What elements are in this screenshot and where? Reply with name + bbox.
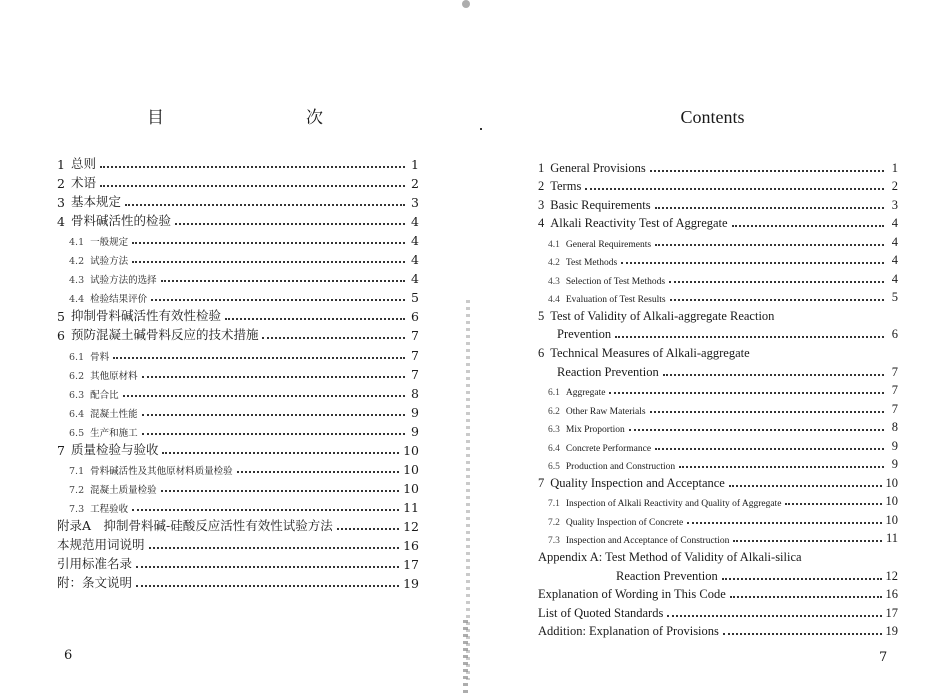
toc-entry-page: 4 bbox=[891, 234, 898, 249]
toc-subentry[interactable] bbox=[57, 496, 419, 515]
toc-entry-number: 6.3 bbox=[69, 389, 85, 401]
toc-entry-title: List of Quoted Standards bbox=[538, 605, 664, 620]
toc-entry-page: 7 bbox=[411, 366, 419, 382]
toc-entry-title: Addition: Explanation of Provisions bbox=[538, 624, 719, 639]
page-title-english: Contents bbox=[680, 107, 745, 127]
toc-entry-page: 4 bbox=[891, 216, 898, 231]
toc-entry-title: 质量检验与验收 bbox=[70, 441, 159, 457]
dot-leader bbox=[723, 633, 882, 635]
toc-subentry[interactable] bbox=[57, 343, 419, 362]
toc-entry-number: 2 bbox=[57, 176, 65, 192]
toc-entry[interactable] bbox=[538, 565, 898, 584]
toc-subentry[interactable] bbox=[538, 268, 898, 287]
toc-entry[interactable] bbox=[57, 172, 419, 191]
toc-entry-title: Appendix A: Test Method of Validity of Alkali-silica bbox=[538, 550, 802, 565]
dot-leader bbox=[123, 395, 405, 397]
toc-entry-page: 8 bbox=[891, 420, 898, 435]
toc-subentry[interactable] bbox=[538, 231, 898, 250]
page-number-right: 7 bbox=[879, 650, 888, 665]
toc-entry-number: 4.1 bbox=[69, 237, 85, 249]
toc-entry-page: 17 bbox=[403, 557, 419, 573]
toc-entry-page: 4 bbox=[411, 271, 419, 287]
toc-entry-title: 总则 bbox=[70, 156, 96, 172]
toc-entry-page: 7 bbox=[411, 347, 419, 363]
toc-entry-page: 6 bbox=[411, 309, 419, 325]
toc-entry-title: Terms bbox=[550, 179, 582, 194]
toc-entry-number: 2 bbox=[538, 179, 545, 194]
dot-leader bbox=[655, 448, 884, 450]
toc-entry-page: 4 bbox=[891, 271, 898, 286]
dot-leader bbox=[132, 242, 405, 244]
toc-entry-page: 9 bbox=[411, 423, 419, 439]
toc-entry-page: 3 bbox=[411, 195, 419, 211]
toc-subentry[interactable] bbox=[538, 509, 898, 528]
dot-leader bbox=[161, 490, 399, 492]
toc-entry-title: 骨料碱活性的检验 bbox=[70, 213, 171, 229]
toc-entry-number: 7.3 bbox=[69, 503, 85, 515]
toc-subentry[interactable] bbox=[538, 287, 898, 306]
right-page bbox=[475, 0, 950, 696]
toc-entry[interactable] bbox=[538, 342, 898, 361]
toc-chinese bbox=[57, 153, 419, 591]
toc-entry-title: 试验方法的选择 bbox=[90, 275, 157, 287]
toc-entry-page: 17 bbox=[885, 605, 898, 620]
toc-entry-title: 其他原材料 bbox=[90, 370, 138, 382]
toc-subentry[interactable] bbox=[57, 401, 419, 420]
toc-entry-page: 1 bbox=[411, 157, 419, 173]
toc-entry-page: 8 bbox=[411, 385, 419, 401]
scan-speck bbox=[462, 0, 470, 8]
toc-entry-page: 7 bbox=[891, 401, 898, 416]
toc-subentry[interactable] bbox=[538, 417, 898, 436]
dot-leader bbox=[650, 411, 884, 413]
toc-entry[interactable] bbox=[57, 210, 419, 229]
toc-entry-page: 10 bbox=[885, 494, 898, 509]
toc-entry-title: Basic Requirements bbox=[550, 197, 651, 212]
toc-entry-number: 4.4 bbox=[69, 294, 85, 306]
toc-entry-page: 12 bbox=[403, 518, 419, 534]
toc-entry-page: 16 bbox=[885, 587, 898, 602]
dot-leader bbox=[669, 281, 884, 283]
toc-entry-number: 4.2 bbox=[69, 256, 85, 268]
toc-entry[interactable] bbox=[538, 361, 898, 380]
toc-entry-page: 10 bbox=[403, 442, 419, 458]
toc-entry[interactable] bbox=[538, 157, 898, 176]
toc-entry-title: 工程验收 bbox=[90, 503, 129, 515]
toc-entry-title: 试验方法 bbox=[90, 256, 129, 268]
dot-leader bbox=[162, 452, 399, 454]
toc-subentry[interactable] bbox=[57, 420, 419, 439]
toc-subentry[interactable] bbox=[57, 382, 419, 401]
dot-leader bbox=[655, 244, 884, 246]
toc-entry-page: 4 bbox=[411, 233, 419, 249]
toc-entry-number: 6 bbox=[538, 346, 545, 361]
toc-entry-title: Aggregate bbox=[565, 388, 606, 399]
toc-entry-title: Alkali Reactivity Test of Aggregate bbox=[550, 216, 728, 231]
toc-entry-page: 4 bbox=[891, 253, 898, 268]
toc-entry-page: 7 bbox=[891, 364, 898, 379]
toc-entry-title: Production and Construction bbox=[565, 462, 676, 473]
toc-entry-number: 4 bbox=[57, 214, 65, 230]
toc-entry-title: 骨料碱活性及其他原材料质量检验 bbox=[90, 465, 233, 477]
toc-subentry[interactable] bbox=[538, 380, 898, 399]
toc-english bbox=[538, 157, 898, 639]
toc-entry-page: 5 bbox=[891, 290, 898, 305]
page-number-left: 6 bbox=[64, 648, 73, 663]
dot-leader bbox=[132, 261, 405, 263]
toc-entry-number: 7 bbox=[538, 475, 545, 490]
page-title-chinese: 目 次 bbox=[147, 108, 359, 128]
toc-entry-title: 附录A 抑制骨料碱-硅酸反应活性有效性试验方法 bbox=[57, 517, 333, 533]
toc-entry-number: 4.3 bbox=[69, 275, 85, 287]
toc-entry[interactable] bbox=[538, 546, 898, 565]
toc-entry[interactable] bbox=[57, 439, 419, 458]
dot-leader bbox=[722, 578, 882, 580]
toc-entry-title: Test Methods bbox=[565, 258, 618, 269]
dot-leader bbox=[729, 485, 882, 487]
dot-leader bbox=[149, 547, 400, 549]
toc-subentry[interactable] bbox=[538, 454, 898, 473]
dot-leader bbox=[732, 225, 884, 227]
toc-entry-title: Concrete Performance bbox=[565, 443, 652, 454]
toc-entry-page: 11 bbox=[885, 531, 898, 546]
toc-entry-title: 预防混凝土碱骨料反应的技术措施 bbox=[70, 327, 259, 343]
toc-subentry[interactable] bbox=[57, 286, 419, 305]
toc-entry-number: 4.1 bbox=[548, 239, 560, 250]
toc-entry-title: 基本规定 bbox=[70, 194, 121, 210]
toc-entry-title: Inspection and Acceptance of Construction bbox=[565, 536, 730, 547]
toc-entry-title: 检验结果评价 bbox=[90, 294, 148, 306]
toc-entry-title: 骨料 bbox=[90, 351, 110, 363]
toc-entry-title: 引用标准名录 bbox=[57, 556, 133, 572]
toc-entry-title: Test of Validity of Alkali-aggregate Reaction bbox=[550, 308, 775, 323]
dot-leader bbox=[132, 509, 399, 511]
dot-leader bbox=[151, 299, 405, 301]
dot-leader bbox=[100, 166, 405, 168]
dot-leader bbox=[113, 357, 405, 359]
toc-entry-title: Reaction Prevention bbox=[616, 568, 718, 583]
toc-entry-page: 12 bbox=[885, 568, 898, 583]
toc-entry-page: 1 bbox=[891, 160, 898, 175]
toc-entry[interactable] bbox=[57, 553, 419, 572]
toc-entry-number: 3 bbox=[538, 197, 545, 212]
toc-entry-number: 5 bbox=[57, 309, 65, 325]
toc-entry-number: 6.3 bbox=[548, 425, 560, 436]
toc-entry-number: 7.1 bbox=[69, 465, 85, 477]
dot-leader bbox=[125, 204, 405, 206]
toc-entry-page: 6 bbox=[891, 327, 898, 342]
toc-entry[interactable] bbox=[538, 176, 898, 195]
toc-entry-page: 9 bbox=[891, 457, 898, 472]
toc-entry-page: 10 bbox=[885, 512, 898, 527]
dot-leader bbox=[655, 207, 884, 209]
toc-entry-title: Quality Inspection of Concrete bbox=[565, 517, 684, 528]
dot-leader bbox=[136, 566, 399, 568]
toc-subentry[interactable] bbox=[538, 398, 898, 417]
toc-entry[interactable] bbox=[57, 515, 419, 534]
toc-entry-title: Other Raw Materials bbox=[565, 406, 646, 417]
dot-leader bbox=[629, 429, 884, 431]
toc-entry-number: 6.4 bbox=[69, 408, 85, 420]
toc-entry-number: 6.1 bbox=[548, 388, 560, 399]
dot-leader bbox=[670, 299, 884, 301]
dot-leader bbox=[663, 374, 884, 376]
toc-entry-number: 6.4 bbox=[548, 443, 560, 454]
toc-entry[interactable] bbox=[538, 305, 898, 324]
toc-entry-number: 6.2 bbox=[548, 406, 560, 417]
toc-entry-page: 7 bbox=[891, 383, 898, 398]
toc-entry-number: 4 bbox=[538, 216, 545, 231]
toc-entry-number: 3 bbox=[57, 195, 65, 211]
dot-leader bbox=[730, 596, 882, 598]
toc-entry-title: 一般规定 bbox=[90, 237, 129, 249]
toc-entry-title: 混凝土性能 bbox=[90, 408, 138, 420]
left-page bbox=[0, 0, 470, 696]
toc-entry-number: 7 bbox=[57, 442, 65, 458]
dot-leader bbox=[337, 528, 399, 530]
toc-entry-title: Reaction Prevention bbox=[557, 364, 659, 379]
dot-leader bbox=[609, 392, 884, 394]
toc-entry[interactable] bbox=[57, 324, 419, 343]
toc-subentry[interactable] bbox=[57, 363, 419, 382]
toc-entry-number: 7.2 bbox=[69, 484, 85, 496]
toc-entry-title: General Provisions bbox=[550, 160, 646, 175]
dot-leader bbox=[621, 262, 884, 264]
dot-leader bbox=[585, 188, 884, 190]
toc-entry[interactable] bbox=[538, 602, 898, 621]
dot-leader bbox=[679, 466, 884, 468]
toc-entry-title: Technical Measures of Alkali-aggregate bbox=[550, 346, 750, 361]
toc-entry-title: Inspection of Alkali Reactivity and Quality of Aggregate bbox=[565, 499, 782, 510]
dot-leader bbox=[650, 170, 884, 172]
toc-subentry[interactable] bbox=[538, 528, 898, 547]
toc-entry-page: 10 bbox=[403, 480, 419, 496]
toc-entry-page: 7 bbox=[411, 328, 419, 344]
toc-entry[interactable] bbox=[57, 534, 419, 553]
toc-entry-page: 10 bbox=[885, 475, 898, 490]
toc-entry[interactable] bbox=[57, 572, 419, 591]
toc-entry-number: 6.5 bbox=[69, 427, 85, 439]
dot-leader bbox=[237, 471, 399, 473]
dot-leader bbox=[225, 318, 405, 320]
toc-entry-page: 4 bbox=[411, 214, 419, 230]
toc-entry-number: 6 bbox=[57, 328, 65, 344]
toc-entry-page: 19 bbox=[885, 624, 898, 639]
toc-entry-number: 6.5 bbox=[548, 462, 560, 473]
dot-leader bbox=[136, 585, 399, 587]
dot-leader bbox=[142, 376, 405, 378]
toc-entry-page: 2 bbox=[411, 176, 419, 192]
toc-entry-page: 3 bbox=[891, 197, 898, 212]
dot-leader bbox=[175, 223, 405, 225]
dot-leader bbox=[733, 540, 882, 542]
toc-entry-number: 6.1 bbox=[69, 351, 85, 363]
toc-subentry[interactable] bbox=[538, 435, 898, 454]
toc-entry[interactable] bbox=[538, 584, 898, 603]
toc-entry-title: 配合比 bbox=[90, 389, 119, 401]
toc-subentry[interactable] bbox=[538, 491, 898, 510]
toc-entry-title: Prevention bbox=[557, 327, 612, 342]
toc-entry-title: Explanation of Wording in This Code bbox=[538, 587, 726, 602]
toc-entry-page: 10 bbox=[403, 461, 419, 477]
toc-subentry[interactable] bbox=[57, 458, 419, 477]
toc-entry-title: 本规范用词说明 bbox=[57, 536, 145, 552]
toc-entry-page: 19 bbox=[403, 576, 419, 592]
toc-entry[interactable] bbox=[57, 191, 419, 210]
toc-entry-number: 7.1 bbox=[548, 499, 560, 510]
toc-entry-number: 1 bbox=[538, 160, 545, 175]
toc-entry-page: 9 bbox=[411, 404, 419, 420]
toc-entry-title: 抑制骨料碱活性有效性检验 bbox=[70, 308, 221, 324]
dot-leader bbox=[262, 337, 405, 339]
toc-entry-page: 16 bbox=[403, 537, 419, 553]
toc-entry[interactable] bbox=[538, 324, 898, 343]
toc-entry-number: 4.4 bbox=[548, 295, 560, 306]
toc-subentry[interactable] bbox=[57, 477, 419, 496]
toc-entry-number: 4.3 bbox=[548, 276, 560, 287]
toc-entry-title: General Requirements bbox=[565, 239, 652, 250]
dot-leader bbox=[785, 503, 881, 505]
toc-entry-page: 2 bbox=[891, 179, 898, 194]
toc-entry-title: 生产和施工 bbox=[90, 427, 138, 439]
toc-entry-page: 9 bbox=[891, 438, 898, 453]
toc-entry-title: 术语 bbox=[70, 175, 96, 191]
toc-entry-number: 4.2 bbox=[548, 258, 560, 269]
toc-entry[interactable] bbox=[538, 621, 898, 640]
dot-leader bbox=[142, 433, 405, 435]
toc-entry[interactable] bbox=[538, 472, 898, 491]
dot-leader bbox=[687, 522, 881, 524]
toc-entry-title: Evaluation of Test Results bbox=[565, 295, 666, 306]
toc-entry-title: Mix Proportion bbox=[565, 425, 625, 436]
binding-gutter-lower bbox=[463, 620, 468, 696]
toc-entry[interactable] bbox=[538, 213, 898, 232]
dot-leader bbox=[161, 280, 405, 282]
toc-entry-page: 4 bbox=[411, 252, 419, 268]
toc-entry-number: 7.2 bbox=[548, 517, 560, 528]
toc-entry-title: Quality Inspection and Acceptance bbox=[550, 475, 725, 490]
dot-leader bbox=[667, 615, 881, 617]
toc-entry[interactable] bbox=[538, 194, 898, 213]
toc-entry-title: 混凝土质量检验 bbox=[90, 484, 157, 496]
toc-subentry[interactable] bbox=[538, 250, 898, 269]
toc-entry-title: 附：条文说明 bbox=[57, 575, 133, 591]
toc-entry[interactable] bbox=[57, 153, 419, 172]
toc-entry-title: Selection of Test Methods bbox=[565, 276, 666, 287]
toc-subentry[interactable] bbox=[57, 248, 419, 267]
toc-entry-number: 6.2 bbox=[69, 370, 85, 382]
toc-subentry[interactable] bbox=[57, 229, 419, 248]
toc-entry-page: 11 bbox=[403, 499, 419, 515]
dot-leader bbox=[100, 185, 405, 187]
toc-subentry[interactable] bbox=[57, 267, 419, 286]
dot-leader bbox=[615, 336, 884, 338]
toc-entry[interactable] bbox=[57, 305, 419, 324]
toc-entry-page: 5 bbox=[411, 290, 419, 306]
toc-entry-number: 7.3 bbox=[548, 536, 560, 547]
toc-entry-number: 5 bbox=[538, 308, 545, 323]
dot-leader bbox=[142, 414, 405, 416]
toc-entry-number: 1 bbox=[57, 157, 65, 173]
